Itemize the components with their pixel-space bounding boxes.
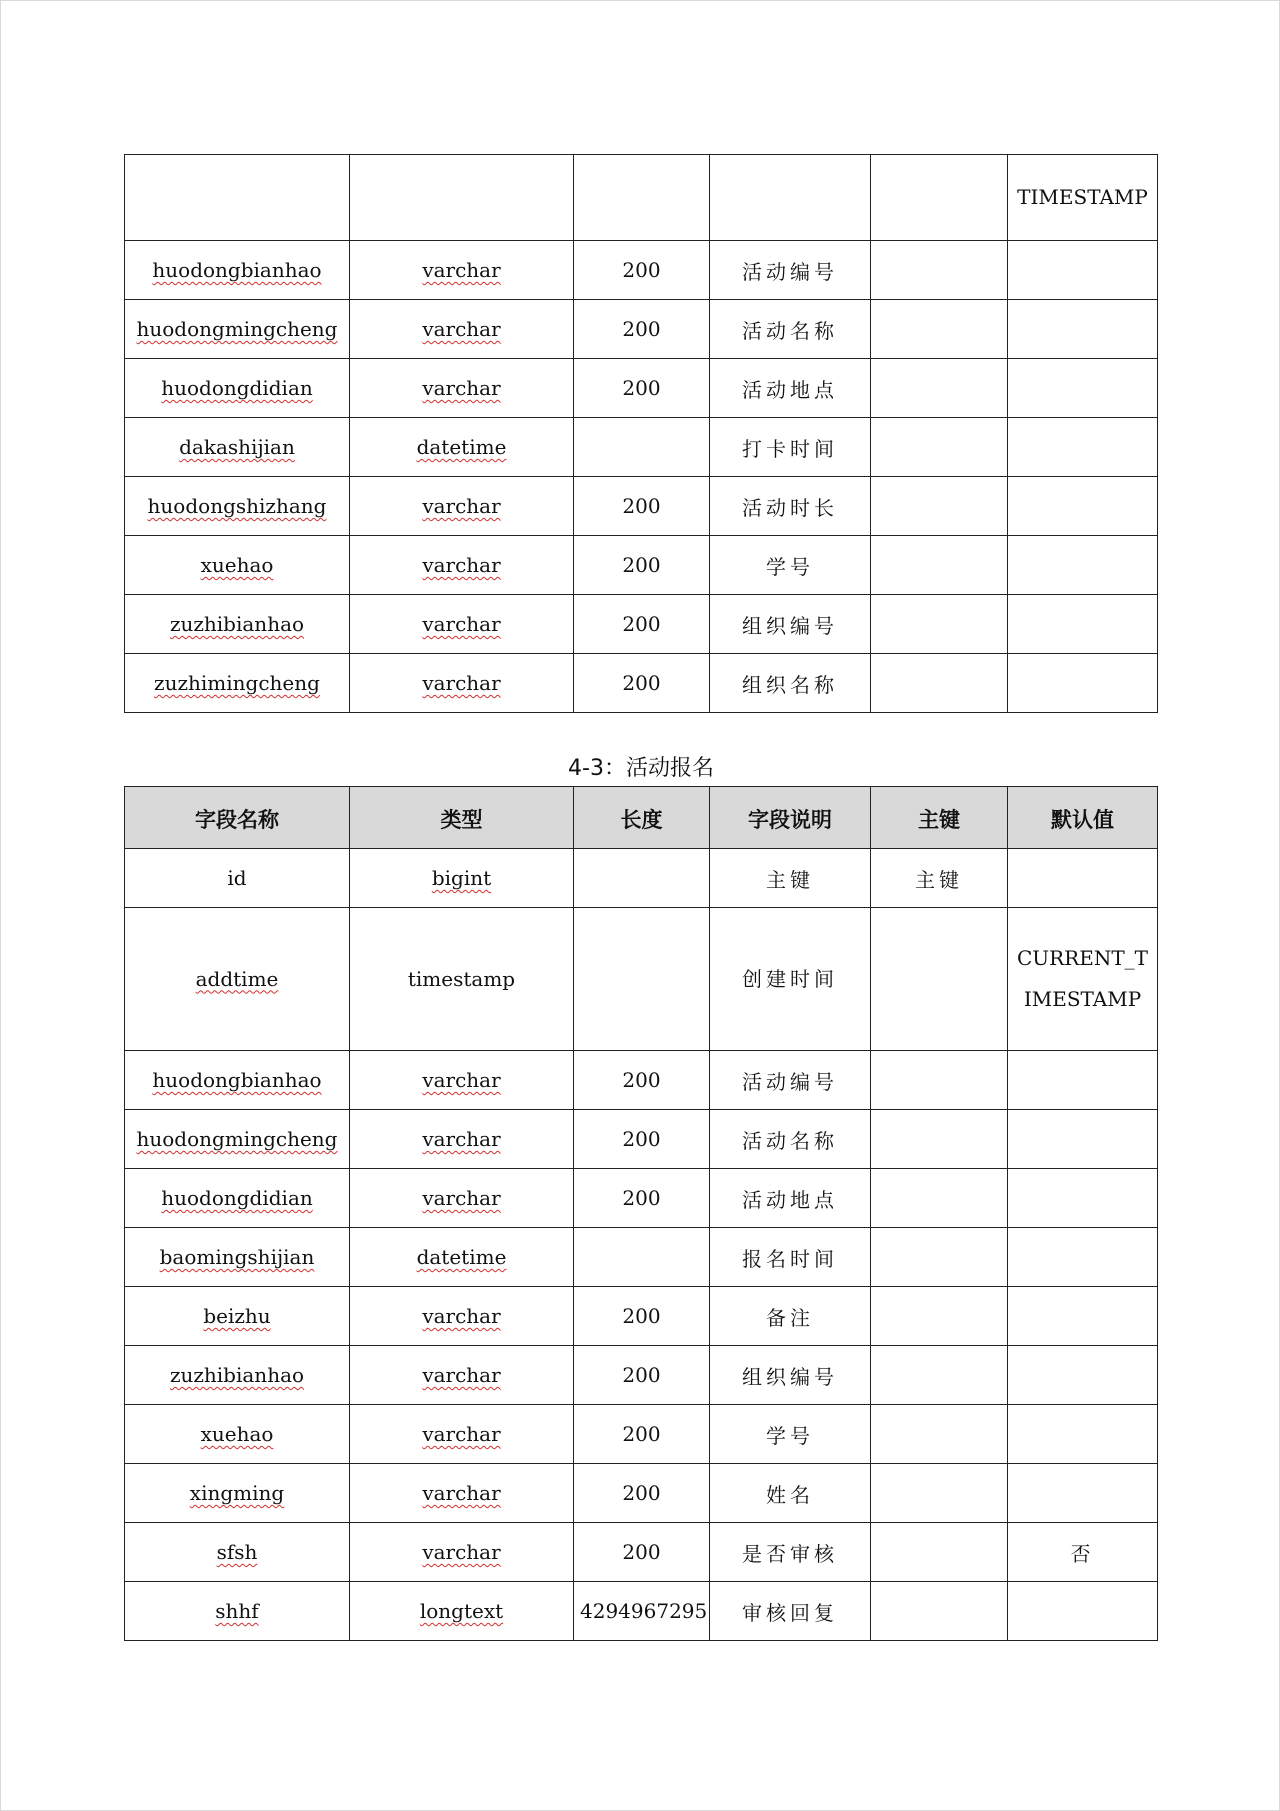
table-row [125,1051,1158,1110]
cell-length: 200 [574,1523,710,1582]
table-activity-registration [124,786,1158,1641]
cell-desc: 活动名称 [710,300,871,359]
cell-key [871,241,1008,300]
header-field-name: 字段名称 [125,787,350,849]
cell-desc: 活动编号 [710,1051,871,1110]
cell-key [871,1405,1008,1464]
cell-desc: 活动地点 [710,359,871,418]
cell-type: varchar [350,1464,574,1523]
table-row-continued [125,155,1158,241]
table-row [125,1228,1158,1287]
cell-desc: 学号 [710,536,871,595]
cell-name: baomingshijian [125,1228,350,1287]
cell-name: huodongbianhao [125,241,350,300]
cell-default [1008,1110,1158,1169]
cell-name: huodongdidian [125,1169,350,1228]
table-row [125,241,1158,300]
cell-length: 200 [574,1287,710,1346]
cell-desc: 活动名称 [710,1110,871,1169]
cell-name: xuehao [125,536,350,595]
cell-desc: 活动时长 [710,477,871,536]
cell-name: xingming [125,1464,350,1523]
cell-default [1008,1228,1158,1287]
cell-name: xuehao [125,1405,350,1464]
cell-key [871,1346,1008,1405]
cell-type: datetime [350,1228,574,1287]
cell-desc: 学号 [710,1405,871,1464]
table-row [125,536,1158,595]
cell-length: 200 [574,359,710,418]
table-row [125,849,1158,908]
cell-default: 否 [1008,1523,1158,1582]
cell-default [1008,477,1158,536]
cell-desc: 创建时间 [710,908,871,1051]
cell-key [871,1523,1008,1582]
cell-default [1008,595,1158,654]
cell-default: TIMESTAMP [1008,155,1158,241]
cell-type: varchar [350,241,574,300]
cell-length [574,418,710,477]
table-row [125,359,1158,418]
cell-type: varchar [350,536,574,595]
cell-name: huodongshizhang [125,477,350,536]
header-type: 类型 [350,787,574,849]
cell-length: 200 [574,300,710,359]
cell-key [871,1228,1008,1287]
header-default: 默认值 [1008,787,1158,849]
cell-default [1008,536,1158,595]
cell-default [1008,1405,1158,1464]
cell-length: 200 [574,1110,710,1169]
cell-type [350,155,574,241]
cell-key [871,1110,1008,1169]
cell-desc: 活动地点 [710,1169,871,1228]
table-row [125,1582,1158,1641]
cell-length: 4294967295 [574,1582,710,1641]
cell-length: 200 [574,241,710,300]
cell-name: huodongmingcheng [125,1110,350,1169]
cell-length [574,908,710,1051]
cell-name: zuzhibianhao [125,1346,350,1405]
cell-desc: 主键 [710,849,871,908]
table-caption: 4-3：活动报名 [568,756,714,781]
cell-desc: 活动编号 [710,241,871,300]
cell-type: varchar [350,1051,574,1110]
cell-length: 200 [574,536,710,595]
cell-name: addtime [125,908,350,1051]
table-row [125,1523,1158,1582]
cell-name: sfsh [125,1523,350,1582]
cell-type: varchar [350,300,574,359]
cell-desc [710,155,871,241]
cell-default [1008,654,1158,713]
cell-name: zuzhibianhao [125,595,350,654]
cell-key [871,1169,1008,1228]
cell-type: varchar [350,654,574,713]
table-row [125,1464,1158,1523]
header-length: 长度 [574,787,710,849]
cell-name: huodongbianhao [125,1051,350,1110]
cell-length: 200 [574,595,710,654]
cell-desc: 姓名 [710,1464,871,1523]
cell-key [871,359,1008,418]
cell-default [1008,241,1158,300]
cell-default [1008,1051,1158,1110]
cell-name: id [125,849,350,908]
table-header-row [125,787,1158,849]
cell-key [871,1464,1008,1523]
cell-type: varchar [350,359,574,418]
cell-type: datetime [350,418,574,477]
cell-length: 200 [574,1169,710,1228]
cell-length [574,1228,710,1287]
header-description: 字段说明 [710,787,871,849]
cell-desc: 打卡时间 [710,418,871,477]
cell-default [1008,1582,1158,1641]
cell-name [125,155,350,241]
cell-default [1008,1169,1158,1228]
cell-default [1008,1287,1158,1346]
cell-type: varchar [350,595,574,654]
table-row [125,908,1158,1051]
cell-key [871,1287,1008,1346]
cell-name: shhf [125,1582,350,1641]
cell-length [574,155,710,241]
cell-key [871,300,1008,359]
cell-key: 主键 [871,849,1008,908]
cell-type: bigint [350,849,574,908]
cell-name: huodongdidian [125,359,350,418]
table-row [125,654,1158,713]
cell-length: 200 [574,1346,710,1405]
cell-key [871,418,1008,477]
table-row [125,1346,1158,1405]
cell-type: varchar [350,1169,574,1228]
cell-type: timestamp [350,908,574,1051]
cell-desc: 组织名称 [710,654,871,713]
cell-length [574,849,710,908]
cell-type: varchar [350,477,574,536]
cell-type: varchar [350,1287,574,1346]
table-row [125,1405,1158,1464]
cell-type: varchar [350,1405,574,1464]
cell-name: dakashijian [125,418,350,477]
cell-desc: 组织编号 [710,1346,871,1405]
cell-key [871,155,1008,241]
cell-key [871,654,1008,713]
cell-type: longtext [350,1582,574,1641]
cell-default [1008,359,1158,418]
cell-default [1008,849,1158,908]
cell-length: 200 [574,1051,710,1110]
cell-desc: 审核回复 [710,1582,871,1641]
cell-key [871,1582,1008,1641]
table-row [125,1169,1158,1228]
cell-length: 200 [574,1464,710,1523]
cell-desc: 备注 [710,1287,871,1346]
table-row [125,418,1158,477]
table-row [125,477,1158,536]
cell-desc: 是否审核 [710,1523,871,1582]
cell-name: zuzhimingcheng [125,654,350,713]
header-primary-key: 主键 [871,787,1008,849]
table-continued [124,154,1158,713]
cell-length: 200 [574,1405,710,1464]
cell-default [1008,300,1158,359]
cell-type: varchar [350,1346,574,1405]
cell-default: CURRENT_TIMESTAMP [1008,908,1158,1051]
cell-desc: 报名时间 [710,1228,871,1287]
cell-length: 200 [574,477,710,536]
cell-default [1008,1346,1158,1405]
cell-type: varchar [350,1523,574,1582]
table-row [125,595,1158,654]
cell-name: huodongmingcheng [125,300,350,359]
cell-default [1008,418,1158,477]
cell-length: 200 [574,654,710,713]
cell-key [871,1051,1008,1110]
cell-key [871,477,1008,536]
cell-default [1008,1464,1158,1523]
cell-key [871,908,1008,1051]
table-row [125,1110,1158,1169]
cell-name: beizhu [125,1287,350,1346]
table-row [125,300,1158,359]
cell-type: varchar [350,1110,574,1169]
cell-key [871,536,1008,595]
cell-key [871,595,1008,654]
table-row [125,1287,1158,1346]
cell-desc: 组织编号 [710,595,871,654]
